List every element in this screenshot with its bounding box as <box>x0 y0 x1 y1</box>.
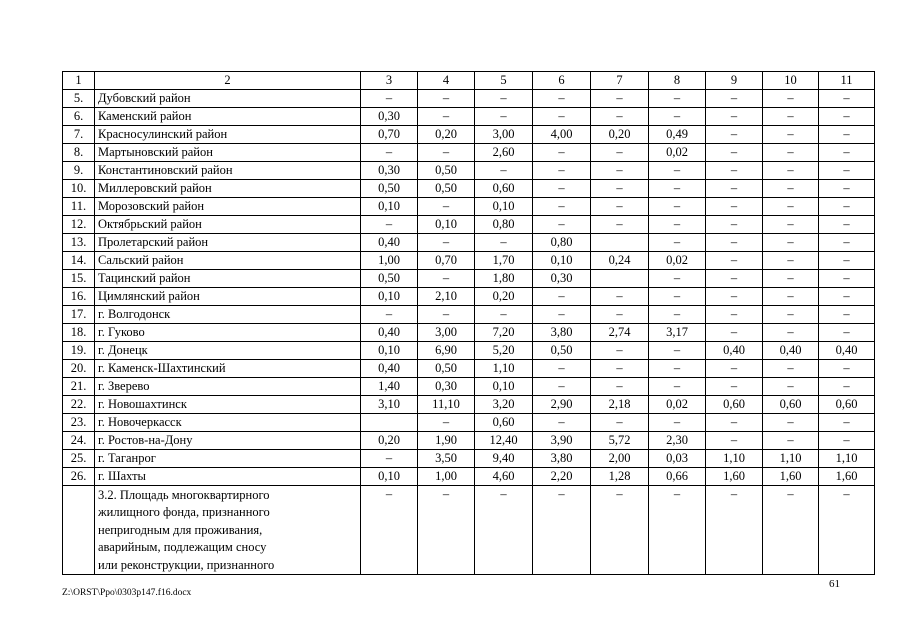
table-cell: 0,40 <box>361 360 418 378</box>
table-cell: – <box>591 288 649 306</box>
table-row <box>63 126 875 144</box>
territory-name-cell: Константиновский район <box>95 162 361 180</box>
table-cell: 1,80 <box>475 270 533 288</box>
table-cell: – <box>475 234 533 252</box>
table-cell: – <box>649 108 706 126</box>
table-cell: 0,80 <box>475 216 533 234</box>
row-number-cell: 9. <box>63 162 95 180</box>
table-row <box>63 90 875 108</box>
table-cell: – <box>763 306 819 324</box>
table-cell: – <box>591 90 649 108</box>
table-cell: 0,40 <box>361 234 418 252</box>
table-cell: – <box>361 90 418 108</box>
table-cell: 0,50 <box>418 162 475 180</box>
table-cell: – <box>591 342 649 360</box>
table-cell: – <box>533 180 591 198</box>
table-cell: 3,80 <box>533 324 591 342</box>
table-cell: – <box>763 216 819 234</box>
table-cell: – <box>649 216 706 234</box>
table-cell: – <box>706 288 763 306</box>
table-cell: – <box>819 288 875 306</box>
table-cell: – <box>763 432 819 450</box>
table-cell: – <box>418 198 475 216</box>
table-cell: 0,20 <box>591 126 649 144</box>
table-cell: 0,60 <box>475 414 533 432</box>
table-cell: – <box>418 234 475 252</box>
row-number-cell: 11. <box>63 198 95 216</box>
table-cell: – <box>591 180 649 198</box>
table-row <box>63 450 875 468</box>
table-row <box>63 162 875 180</box>
table-cell: – <box>533 378 591 396</box>
table-cell: – <box>649 342 706 360</box>
table-cell: 4,60 <box>475 468 533 486</box>
table-cell: – <box>706 414 763 432</box>
row-number-cell: 17. <box>63 306 95 324</box>
table-cell <box>361 414 418 432</box>
table-row <box>63 360 875 378</box>
table-row <box>63 288 875 306</box>
header-cell: 8 <box>649 72 706 90</box>
table-cell: – <box>763 360 819 378</box>
table-body <box>63 90 875 575</box>
table-cell: – <box>533 486 591 575</box>
row-number-cell: 10. <box>63 180 95 198</box>
territory-name-cell: Октябрьский район <box>95 216 361 234</box>
table-cell: 0,80 <box>533 234 591 252</box>
row-number-cell: 15. <box>63 270 95 288</box>
table-cell: 0,60 <box>763 396 819 414</box>
table-cell: 1,10 <box>475 360 533 378</box>
table-cell: – <box>649 414 706 432</box>
table-cell: 0,02 <box>649 396 706 414</box>
table-cell: – <box>649 486 706 575</box>
table-cell: 0,10 <box>418 216 475 234</box>
row-number-cell: 8. <box>63 144 95 162</box>
row-number-cell <box>63 486 95 575</box>
table-cell: – <box>649 90 706 108</box>
table-cell: 1,28 <box>591 468 649 486</box>
table-cell: – <box>706 234 763 252</box>
table-cell: 0,30 <box>418 378 475 396</box>
table-cell: – <box>763 90 819 108</box>
table-row <box>63 378 875 396</box>
table-cell: – <box>361 216 418 234</box>
table-cell: – <box>763 126 819 144</box>
row-number-cell: 16. <box>63 288 95 306</box>
table-cell: 1,90 <box>418 432 475 450</box>
territory-name-cell: г. Шахты <box>95 468 361 486</box>
row-number-cell: 23. <box>63 414 95 432</box>
table-cell: 3,50 <box>418 450 475 468</box>
territory-name-cell: Мартыновский район <box>95 144 361 162</box>
table-cell: – <box>819 486 875 575</box>
table-cell: 0,50 <box>418 180 475 198</box>
territory-name-cell: г. Донецк <box>95 342 361 360</box>
table-cell: 0,20 <box>475 288 533 306</box>
table-cell: 0,10 <box>533 252 591 270</box>
table-cell: – <box>533 162 591 180</box>
table-cell: – <box>819 198 875 216</box>
table-cell: 0,40 <box>763 342 819 360</box>
table-cell: 2,10 <box>418 288 475 306</box>
table-cell: 5,20 <box>475 342 533 360</box>
row-number-cell: 25. <box>63 450 95 468</box>
table-cell: 3,90 <box>533 432 591 450</box>
table-cell: 1,10 <box>819 450 875 468</box>
table-cell: 4,00 <box>533 126 591 144</box>
row-number-cell: 20. <box>63 360 95 378</box>
table-cell: – <box>649 234 706 252</box>
table-cell: – <box>819 108 875 126</box>
table-cell: 3,10 <box>361 396 418 414</box>
table-cell: – <box>475 108 533 126</box>
row-number-cell: 14. <box>63 252 95 270</box>
table-cell: – <box>819 90 875 108</box>
table-cell: – <box>706 126 763 144</box>
table-cell: – <box>361 486 418 575</box>
table-cell: – <box>418 90 475 108</box>
table-cell: – <box>418 144 475 162</box>
table-cell: 0,60 <box>706 396 763 414</box>
row-number-cell: 6. <box>63 108 95 126</box>
table-row <box>63 234 875 252</box>
header-cell: 5 <box>475 72 533 90</box>
table-cell: 0,10 <box>361 342 418 360</box>
table-cell: – <box>763 162 819 180</box>
table-cell: 3,00 <box>475 126 533 144</box>
description-label: 3.2. Площадь многоквартирного жилищного фонда, признанного непригодным для проживания, аварийным, подлежащим сносу или реконструкции, признанного <box>95 486 361 575</box>
row-number-cell: 24. <box>63 432 95 450</box>
table-cell: – <box>819 432 875 450</box>
row-number-cell: 22. <box>63 396 95 414</box>
table-cell: – <box>819 126 875 144</box>
table-row <box>63 432 875 450</box>
table-cell: – <box>763 252 819 270</box>
table-cell: 11,10 <box>418 396 475 414</box>
table-cell: 0,30 <box>361 162 418 180</box>
table-cell: – <box>475 486 533 575</box>
table-cell: – <box>819 216 875 234</box>
table-cell: 2,20 <box>533 468 591 486</box>
table-cell: 0,20 <box>361 432 418 450</box>
header-cell: 9 <box>706 72 763 90</box>
table-cell: – <box>763 108 819 126</box>
table-cell: 3,00 <box>418 324 475 342</box>
header-cell: 10 <box>763 72 819 90</box>
table-cell: – <box>591 144 649 162</box>
territory-name-cell: Сальский район <box>95 252 361 270</box>
territory-name-cell: г. Зверево <box>95 378 361 396</box>
table-cell: – <box>591 378 649 396</box>
header-cell: 7 <box>591 72 649 90</box>
table-cell: 2,18 <box>591 396 649 414</box>
table-cell: 2,30 <box>649 432 706 450</box>
table-cell: 5,72 <box>591 432 649 450</box>
table-cell: 1,70 <box>475 252 533 270</box>
territory-name-cell: г. Новошахтинск <box>95 396 361 414</box>
table-cell: – <box>706 180 763 198</box>
table-cell: 1,60 <box>706 468 763 486</box>
table-cell: – <box>706 90 763 108</box>
territory-name-cell: г. Волгодонск <box>95 306 361 324</box>
table-cell: – <box>819 144 875 162</box>
table-cell: 2,74 <box>591 324 649 342</box>
table-cell: 1,60 <box>763 468 819 486</box>
table-row <box>63 198 875 216</box>
header-cell: 11 <box>819 72 875 90</box>
table-row <box>63 396 875 414</box>
table-cell: – <box>819 162 875 180</box>
header-cell: 6 <box>533 72 591 90</box>
row-number-cell: 21. <box>63 378 95 396</box>
table-cell: – <box>649 180 706 198</box>
table-cell: 0,40 <box>361 324 418 342</box>
table-cell: – <box>763 378 819 396</box>
header-cell: 3 <box>361 72 418 90</box>
table-cell: – <box>475 90 533 108</box>
table-cell: – <box>649 162 706 180</box>
table-cell: – <box>649 288 706 306</box>
row-number-cell: 5. <box>63 90 95 108</box>
table-cell: – <box>763 288 819 306</box>
table-cell: – <box>533 306 591 324</box>
table-cell: – <box>418 486 475 575</box>
header-cell: 2 <box>95 72 361 90</box>
table-cell: 0,50 <box>418 360 475 378</box>
table-cell: 0,50 <box>361 180 418 198</box>
table-cell: – <box>533 198 591 216</box>
table-cell: – <box>418 306 475 324</box>
table-cell: – <box>361 144 418 162</box>
table-cell: – <box>649 270 706 288</box>
table-cell: 1,10 <box>763 450 819 468</box>
table-cell: – <box>591 486 649 575</box>
table-cell: 1,00 <box>418 468 475 486</box>
description-row <box>63 486 875 575</box>
table-cell: – <box>649 378 706 396</box>
table-cell: – <box>418 270 475 288</box>
table-row <box>63 270 875 288</box>
table-cell: 0,10 <box>361 198 418 216</box>
table-row <box>63 306 875 324</box>
table-cell: – <box>418 108 475 126</box>
table-cell: – <box>763 270 819 288</box>
table-cell: – <box>475 162 533 180</box>
table-cell: – <box>533 144 591 162</box>
table-cell: – <box>706 162 763 180</box>
row-number-cell: 19. <box>63 342 95 360</box>
table-cell: – <box>706 270 763 288</box>
table-cell: – <box>706 378 763 396</box>
table-cell: 0,30 <box>361 108 418 126</box>
table-cell: – <box>591 414 649 432</box>
table-cell: – <box>763 234 819 252</box>
table-cell: 3,80 <box>533 450 591 468</box>
table-cell: – <box>533 216 591 234</box>
table-cell: 0,24 <box>591 252 649 270</box>
table-cell: – <box>533 108 591 126</box>
table-cell: – <box>706 108 763 126</box>
table-cell: 1,40 <box>361 378 418 396</box>
table-cell: – <box>591 108 649 126</box>
row-number-cell: 13. <box>63 234 95 252</box>
table-cell: – <box>763 180 819 198</box>
table-cell: – <box>706 306 763 324</box>
table-cell: – <box>819 360 875 378</box>
row-number-cell: 18. <box>63 324 95 342</box>
table-cell: – <box>706 360 763 378</box>
table-cell: 2,60 <box>475 144 533 162</box>
table-cell: – <box>763 324 819 342</box>
table-cell: 0,50 <box>533 342 591 360</box>
table-cell: 1,60 <box>819 468 875 486</box>
table-cell: – <box>819 306 875 324</box>
table-cell: 0,10 <box>475 378 533 396</box>
territory-name-cell: Пролетарский район <box>95 234 361 252</box>
table-cell: 0,50 <box>361 270 418 288</box>
table-row <box>63 468 875 486</box>
table-cell: – <box>649 360 706 378</box>
table-cell: 0,40 <box>706 342 763 360</box>
table-cell: – <box>591 306 649 324</box>
page-number: 61 <box>829 578 840 590</box>
table-cell: 0,02 <box>649 144 706 162</box>
table-cell: – <box>591 198 649 216</box>
territory-name-cell: г. Новочеркасск <box>95 414 361 432</box>
table-cell: – <box>819 234 875 252</box>
table-cell: – <box>361 450 418 468</box>
table-cell: – <box>533 90 591 108</box>
table-cell: 6,90 <box>418 342 475 360</box>
table-cell: – <box>819 270 875 288</box>
table-cell: 0,66 <box>649 468 706 486</box>
table-cell: 0,20 <box>418 126 475 144</box>
table-cell: – <box>591 162 649 180</box>
table-cell: – <box>706 486 763 575</box>
table-cell: – <box>763 198 819 216</box>
table-cell: 0,10 <box>361 288 418 306</box>
table-cell <box>591 234 649 252</box>
table-cell: – <box>533 288 591 306</box>
table-cell: 9,40 <box>475 450 533 468</box>
table-cell: 0,70 <box>361 126 418 144</box>
table-cell: 3,17 <box>649 324 706 342</box>
table-cell: – <box>819 378 875 396</box>
table-cell: – <box>706 432 763 450</box>
table-cell: – <box>763 486 819 575</box>
table-cell: – <box>418 414 475 432</box>
table-row <box>63 414 875 432</box>
table-row <box>63 216 875 234</box>
file-path: Z:\ORST\Ppo\0303p147.f16.docx <box>62 588 192 598</box>
table-cell: 0,30 <box>533 270 591 288</box>
territory-name-cell: Морозовский район <box>95 198 361 216</box>
table-cell: – <box>533 414 591 432</box>
table-cell: – <box>819 324 875 342</box>
row-number-cell: 12. <box>63 216 95 234</box>
territory-name-cell: Дубовский район <box>95 90 361 108</box>
table-cell: – <box>706 216 763 234</box>
table-cell: 0,40 <box>819 342 875 360</box>
data-table <box>62 71 875 575</box>
table-cell: 2,90 <box>533 396 591 414</box>
table-row <box>63 252 875 270</box>
table-cell: – <box>475 306 533 324</box>
table-cell: 7,20 <box>475 324 533 342</box>
table-cell: 0,49 <box>649 126 706 144</box>
table-cell: 0,02 <box>649 252 706 270</box>
table-cell: – <box>706 144 763 162</box>
territory-name-cell: г. Гуково <box>95 324 361 342</box>
table-cell: 1,10 <box>706 450 763 468</box>
header-cell: 4 <box>418 72 475 90</box>
table-cell: 2,00 <box>591 450 649 468</box>
territory-name-cell: Красносулинский район <box>95 126 361 144</box>
row-number-cell: 26. <box>63 468 95 486</box>
table-cell: – <box>591 216 649 234</box>
table-cell: – <box>706 324 763 342</box>
table-cell <box>591 270 649 288</box>
table-cell: 0,03 <box>649 450 706 468</box>
table-row <box>63 324 875 342</box>
table-cell: 0,70 <box>418 252 475 270</box>
table-cell: – <box>649 198 706 216</box>
territory-name-cell: г. Каменск-Шахтинский <box>95 360 361 378</box>
table-cell: – <box>591 360 649 378</box>
table-cell: 3,20 <box>475 396 533 414</box>
table-cell: – <box>533 360 591 378</box>
table-cell: – <box>706 252 763 270</box>
table-cell: – <box>763 144 819 162</box>
table-cell: 1,00 <box>361 252 418 270</box>
table-cell: – <box>361 306 418 324</box>
table-row <box>63 144 875 162</box>
territory-name-cell: г. Таганрог <box>95 450 361 468</box>
territory-name-cell: г. Ростов-на-Дону <box>95 432 361 450</box>
territory-name-cell: Каменский район <box>95 108 361 126</box>
column-number-row <box>63 72 875 90</box>
table-cell: 0,10 <box>361 468 418 486</box>
table-cell: – <box>763 414 819 432</box>
table-cell: – <box>819 180 875 198</box>
table-row <box>63 108 875 126</box>
table-row <box>63 342 875 360</box>
table-row <box>63 180 875 198</box>
table-cell: 0,60 <box>475 180 533 198</box>
territory-name-cell: Тацинский район <box>95 270 361 288</box>
header-cell: 1 <box>63 72 95 90</box>
row-number-cell: 7. <box>63 126 95 144</box>
table-cell: 0,60 <box>819 396 875 414</box>
table-cell: – <box>819 414 875 432</box>
table-cell: 12,40 <box>475 432 533 450</box>
table-cell: – <box>706 198 763 216</box>
table-cell: 0,10 <box>475 198 533 216</box>
table-header <box>63 72 875 90</box>
territory-name-cell: Цимлянский район <box>95 288 361 306</box>
territory-name-cell: Миллеровский район <box>95 180 361 198</box>
table-cell: – <box>819 252 875 270</box>
table-cell: – <box>649 306 706 324</box>
